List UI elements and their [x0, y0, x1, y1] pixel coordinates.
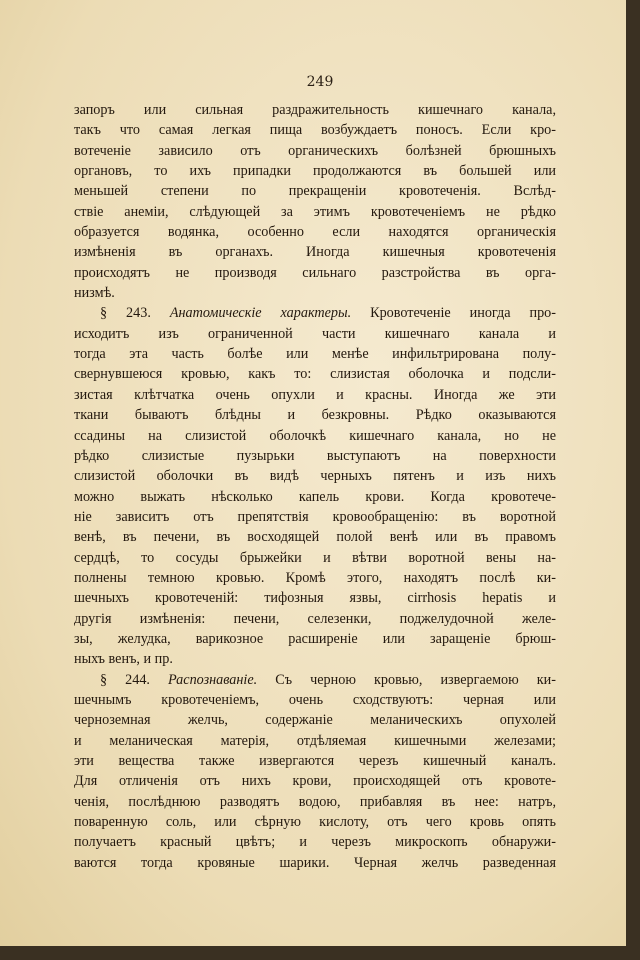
text-line: ніе зависитъ отъ препятствія кровообращенію: въ воротной [74, 508, 556, 525]
text-line: венѣ, въ печени, въ восходящей полой венѣ или въ правомъ [74, 529, 556, 546]
text-line: слизистой оболочки въ видѣ черныхъ пятенъ и изъ нихъ [74, 468, 556, 485]
text-line: Для отличенія отъ нихъ крови, происходящей отъ кровоте- [74, 773, 556, 790]
text-line: меньшей степени по прекращеніи кровотеченія. Вслѣд- [74, 183, 556, 200]
text-line: измѣненія въ органахъ. Иногда кишечныя кровотеченія [74, 244, 556, 261]
text-line: шечнымъ кровотеченіемъ, очень сходствуютъ: черная или [74, 691, 556, 708]
section-text: Съ черною кровью, извергаемою ки- [257, 671, 556, 688]
text-line: сердцѣ, то сосуды брыжейки и вѣтви воротной вены на- [74, 549, 556, 566]
text-line: рѣдко слизистые пузырьки выступаютъ на поверхности [74, 447, 556, 464]
text-line: другія измѣненія: печени, селезенки, поджелудочной желе- [74, 610, 556, 627]
text-line: такъ что самая легкая пища возбуждаетъ поносъ. Если кро- [74, 122, 556, 139]
text-line: эти вещества также извергаются черезъ кишечный каналъ. [74, 753, 556, 769]
scan-edge-bottom [0, 946, 640, 960]
text-line: свернувшеюся кровью, какъ то: слизистая оболочка и подсли- [74, 366, 556, 383]
text-line: шечныхъ кровотеченій: тифозныя язвы, cirrhosis hepatis и [74, 590, 556, 607]
text-line: получаетъ красный цвѣтъ; и черезъ микроскопъ обнаружи- [74, 834, 556, 851]
text-line: ченія, послѣднюю разводятъ водою, прибавляя въ нее: натръ, [74, 793, 556, 810]
text-line: низмѣ. [74, 285, 115, 302]
text-line: черноземная желчь, содержаніе меланическихъ опухолей [74, 712, 556, 729]
page-number: 249 [306, 74, 334, 90]
text-line: образуется водянка, особенно если находятся органическія [74, 224, 556, 241]
text-line: зистая клѣтчатка очень опухли и красны. Иногда же эти [74, 386, 556, 403]
text-line: тогда эта часть болѣе или менѣе инфильтрирована полу- [74, 346, 556, 363]
text-line: ткани бываютъ блѣдны и безкровны. Рѣдко оказываются [74, 407, 556, 424]
section-heading: Анатомическіе характеры. [169, 305, 352, 322]
scan-edge-right [626, 0, 640, 960]
body-text [74, 100, 556, 873]
section-text: Кровотеченіе иногда про- [351, 305, 556, 322]
text-line: можно выжать нѣсколько капель крови. Когда кровотече- [74, 488, 556, 505]
text-line: исходитъ изъ ограниченной части кишечнаго канала и [74, 325, 556, 342]
text-line: полнены темною кровью. Кромѣ этого, находятъ послѣ ки- [74, 569, 556, 586]
text-line: запоръ или сильная раздражительность кишечнаго канала, [74, 102, 556, 118]
text-line: и меланическая матерія, отдѣляемая кишечными железами; [74, 732, 556, 749]
text-line: ваются тогда кровяные шарики. Черная желчь разведенная [74, 854, 556, 871]
text-line: органовъ, то ихъ припадки продолжаются въ большей или [74, 163, 556, 180]
text-line: ссадины на слизистой оболочкѣ кишечнаго канала, но не [74, 427, 556, 444]
text-line: зы, желудка, варикозное расширеніе или заращеніе брюш- [74, 630, 556, 647]
text-line: вотеченіе зависило отъ органическихъ болѣзней брюшныхъ [74, 142, 556, 159]
text-line: поваренную соль, или сѣрную кислоту, отъ чего кровь опять [74, 814, 556, 831]
section-heading: Распознаваніе. [168, 671, 258, 688]
text-line: ныхъ венъ, и пр. [74, 651, 173, 668]
section-number: § 244. [100, 671, 169, 688]
text-line [74, 303, 556, 323]
text-line: ствіе анеміи, слѣдующей за этимъ кровотеченіемъ не рѣдко [74, 203, 556, 220]
section-number: § 243. [100, 305, 170, 322]
text-line: происходятъ не производя сильнаго разстройства въ орга- [74, 264, 556, 281]
text-line [74, 670, 556, 690]
